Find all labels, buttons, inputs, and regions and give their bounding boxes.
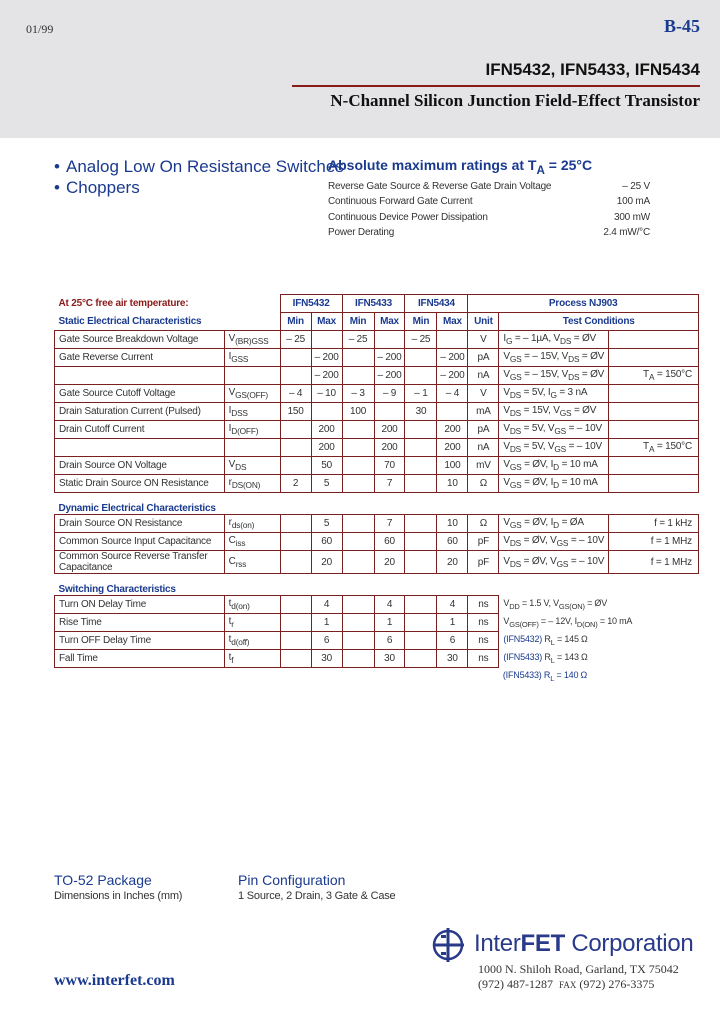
spec-table xyxy=(54,294,699,686)
table-row: Gate Reverse Current $I_{GSS}$ – 200 – 200 – 200 pA $V_{GS}$ = – 15V, $V_{DS}$ = ØV xyxy=(55,349,699,367)
package-sub: Dimensions in Inches (mm) xyxy=(54,890,183,902)
amr-row: Reverse Gate Source & Reverse Gate Drain Voltage – 25 V xyxy=(328,180,650,192)
table-row: Gate Source Breakdown Voltage $V_{(BR)GSS}$ – 25 – 25 – 25 V $I_G$ = – 1µA, $V_{DS}$ = ØV xyxy=(55,331,699,349)
section-row xyxy=(55,493,699,515)
section-row xyxy=(55,574,699,596)
company-logo xyxy=(430,926,700,964)
interfet-logo-icon xyxy=(430,926,470,964)
temp-note: At 25°C free air temperature: xyxy=(58,298,189,309)
company-name: InterFET Corporation xyxy=(474,930,694,957)
header-row: Static Electrical Characteristics Min Max Min Max Min Max Unit Test Conditions xyxy=(55,313,699,331)
table-row: Rise Time $t_r$ 1 1 1 ns $V_{GS(OFF)}$ = – 12V, $I_{D(ON)} = 10$ mA xyxy=(55,614,699,632)
amr-row: Power Derating 2.4 mW/°C xyxy=(328,227,650,239)
pin-sub: 1 Source, 2 Drain, 3 Gate & Case xyxy=(238,890,396,902)
table-row: Drain Cutoff Current $I_{D(OFF)}$ 200 200 200 pA $V_{DS} = 5V$, $V_{GS}$ = – 10V xyxy=(55,421,699,439)
package-title: TO-52 Package xyxy=(54,872,152,888)
table-row: Drain Saturation Current (Pulsed) $I_{DSS}$ 150 100 30 mA $V_{DS} = 15V$, $V_{GS}$ = ØV xyxy=(55,403,699,421)
section-title: Switching Characteristics xyxy=(58,584,176,595)
section-title: Dynamic Electrical Characteristics xyxy=(58,503,216,514)
header-row xyxy=(55,295,699,313)
pin-title: Pin Configuration xyxy=(238,872,346,888)
company-phone: (972) 487-1287 FAX (972) 276-3375 xyxy=(478,977,655,991)
table-row: Common Source Reverse Transfer Capacitance $C_{rss}$ 20 20 20 pF $V_{DS}$ = ØV, $V_{GS}$ = – 10V f = 1 MHz xyxy=(55,551,699,574)
package-info xyxy=(54,872,182,902)
page-number: B-45 xyxy=(664,16,700,36)
title-rule xyxy=(292,85,700,87)
table-row: 200 200 200 nA $V_{DS} = 5V$, $V_{GS}$ = – 10V $T_A = 150^\circ C$ xyxy=(55,439,699,457)
table-row: Turn ON Delay Time $t_{d(on)}$ 4 4 4 ns $V_{DD} = 1.5$ V, $V_{GS(ON)}$ = ØV xyxy=(55,596,699,614)
table-row: Drain Source ON Voltage $V_{DS}$ 50 70 100 mV $V_{GS}$ = ØV, $I_D = 10$ mA xyxy=(55,457,699,475)
table-row: Common Source Input Capacitance $C_{iss}$ 60 60 60 pF $V_{DS}$ = ØV, $V_{GS}$ = – 10V f = 1 MHz xyxy=(55,533,699,551)
table-row: Drain Source ON Resistance $r_{ds(on)}$ 5 7 10 Ω $V_{GS}$ = ØV, $I_D$ = ØA f = 1 kHz xyxy=(55,515,699,533)
table-row: – 200 – 200 – 200 nA $V_{GS}$ = – 15V, $V_{DS}$ = ØV $T_A = 150^\circ C$ xyxy=(55,367,699,385)
feature-list xyxy=(54,156,344,198)
amr-title: Absolute maximum ratings at $T_A = 25^\circ C$ xyxy=(328,157,593,177)
date: 01/99 xyxy=(26,22,54,36)
feature-item: • Choppers xyxy=(54,178,140,197)
table-row: Turn OFF Delay Time $t_{d(off)}$ 6 6 6 ns (IFN5432) $R_L = 145$ Ω xyxy=(55,632,699,650)
part-numbers: IFN5432, IFN5433, IFN5434 xyxy=(485,60,700,79)
page-title: N-Channel Silicon Junction Field-Effect Transistor xyxy=(330,91,700,110)
device-header: IFN5432 xyxy=(280,295,342,313)
table-row: (IFN5433) $R_L = 140$ Ω xyxy=(502,670,588,683)
company-address: 1000 N. Shiloh Road, Garland, TX 75042 xyxy=(478,962,679,976)
table-row: Static Drain Source ON Resistance $r_{DS(ON)}$ 2 5 7 10 Ω $V_{GS}$ = ØV, $I_D = 10$ mA xyxy=(55,475,699,493)
amr-row: Continuous Forward Gate Current 100 mA xyxy=(328,196,650,208)
pin-config xyxy=(238,872,395,902)
amr-row: Continuous Device Power Dissipation 300 mW xyxy=(328,211,650,223)
process-header: Process NJ903 xyxy=(468,295,699,313)
table-row: Fall Time $t_f$ 30 30 30 ns (IFN5433) $R_L = 143$ Ω xyxy=(55,650,699,668)
feature-item: • Analog Low On Resistance Switches xyxy=(54,157,344,176)
device-header: IFN5433 xyxy=(342,295,405,313)
header-band xyxy=(0,0,720,138)
table-row: Gate Source Cutoff Voltage $V_{GS(OFF)}$ – 4 – 10 – 3 – 9 – 1 – 4 V $V_{DS} = 5V$, $I_G = 3$ nA xyxy=(55,385,699,403)
device-header: IFN5434 xyxy=(405,295,468,313)
company-url[interactable]: www.interfet.com xyxy=(54,972,175,989)
section-title: Static Electrical Characteristics xyxy=(58,315,202,327)
absolute-max-ratings xyxy=(328,157,650,243)
